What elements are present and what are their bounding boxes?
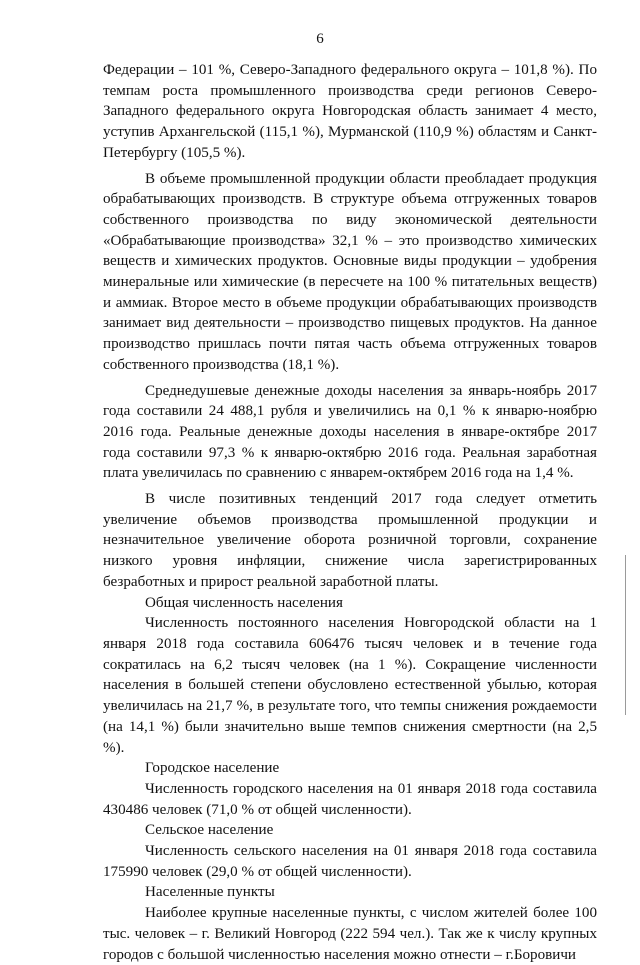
paragraph-settlements: Наиболее крупные населенные пункты, с числом жителей более 100 тыс. человек – г. Великий Новгород (222 594 чел.). Так же к числу крупных городов с большой численностью населения можно отнести – г.Боровичи xyxy=(103,905,597,963)
page-number: 6 xyxy=(316,31,324,47)
paragraph-positive-trends: В числе позитивных тенденций 2017 года следует отметить увеличение объемов производства промышленной продукции и незначительное увеличение оборота розничной торговли, сохранение низкого уровня инфляции, снижение числа зарегистрированных безработных и прирост реальной заработной платы. xyxy=(103,491,597,590)
heading-rural-population: Сельское население xyxy=(145,822,274,839)
paragraph-total-population: Численность постоянного населения Новгородской области на 1 января 2018 года составила 606476 тысяч человек и в течение года сократилась на 6,2 тысяч человек (на 1 %). Сокращение численности населения в большей степени обусловлено естественной убылью, которая увеличилась на 21,7 %, в результате того, что темпы снижения рождаемости (на 14,1 %) были значительно выше темпов снижения смертности (на 2,5 %). xyxy=(103,615,597,756)
heading-total-population: Общая численность населения xyxy=(145,594,343,611)
paragraph-industry-growth: Федерации – 101 %, Северо-Западного федерального округа – 101,8 %). По темпам роста промышленного производства среди регионов Северо-Западного федерального округа Новгородская область занимает 4 место, уступив Архангельской (115,1 %), Мурманской (110,9 %) областям и Санкт-Петербургу (105,5 %). xyxy=(103,62,597,161)
document-body xyxy=(103,60,597,965)
paragraph-urban-population: Численность городского населения на 01 января 2018 года составила 430486 человек (71,0 % от общей численности). xyxy=(103,780,597,818)
heading-urban-population: Городское население xyxy=(145,760,280,777)
paragraph-incomes: Среднедушевые денежные доходы населения за январь-ноябрь 2017 года составили 24 488,1 рубля и увеличились на 0,1 % к январю-ноябрю 2016 года. Реальные денежные доходы населения в январе-октябре 2017 года составили 97,3 % к январю-октябрю 2016 года. Реальная заработная плата увеличилась по сравнению с январем-октябрем 2016 года на 1,4 %. xyxy=(103,382,597,482)
heading-settlements: Населенные пункты xyxy=(145,884,275,901)
paragraph-rural-population: Численность сельского населения на 01 января 2018 года составила 175990 человек (29,0 % от общей численности). xyxy=(103,843,597,880)
paragraph-manufacturing: В объеме промышленной продукции области преобладает продукция обрабатывающих производств. В структуре объема отгруженных товаров собственного производства по виду экономической деятельности «Обрабатывающие производства» 32,1 % – это производство химических веществ и химических продуктов. Основные виды продукции – удобрения минеральные или химические (в пересчете на 100 % питательных веществ) и аммиак. Второе место в объеме продукции обрабатывающих производств занимает вид деятельности – производство пищевых продуктов. На данное производство пришлась почти пятая часть объема отгруженных товаров собственного производства (18,1 %). xyxy=(103,170,597,373)
scan-margin-line xyxy=(625,555,626,715)
